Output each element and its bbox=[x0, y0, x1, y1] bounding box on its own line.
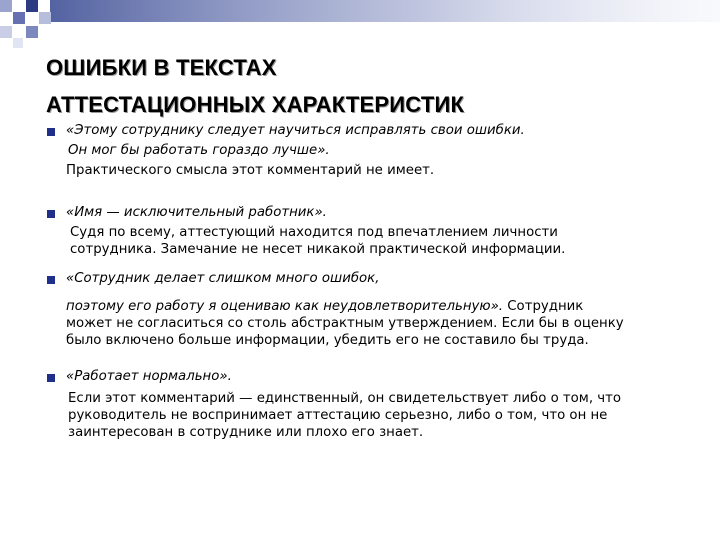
bullet-square-icon bbox=[47, 210, 55, 218]
item-1-comment-line-1: Практического смысла этот комментарий не имеет. bbox=[66, 163, 435, 178]
slide-title-line-1: ОШИБКИ В ТЕКСТАХ bbox=[46, 55, 277, 80]
item-3-quote-line-1: «Сотрудник делает слишком много ошибок, bbox=[66, 271, 380, 286]
item-2-comment-line-1: Судя по всему, аттестующий находится под впечатлением личности bbox=[70, 225, 558, 240]
item-3-quote-line-2: поэтому его работу я оцениваю как неудовлетворительную». bbox=[66, 299, 504, 314]
item-3-line-2 bbox=[66, 299, 583, 315]
item-4-quote-line-1: «Работает нормально». bbox=[66, 369, 232, 384]
bullet-square-icon bbox=[47, 276, 55, 284]
item-2-quote-line-1: «Имя — исключительный работник». bbox=[66, 205, 327, 220]
item-2-comment-line-2: сотрудника. Замечание не несет никакой практической информации. bbox=[70, 242, 566, 257]
item-1-quote-line-1: «Этому сотруднику следует научиться исправлять свои ошибки. bbox=[66, 123, 525, 138]
item-4-comment-line-2: руководитель не воспринимает аттестацию серьезно, либо о том, что он не bbox=[68, 408, 608, 423]
item-3-comment-line-2: может не согласиться со столь абстрактным утверждением. Если бы в оценку bbox=[66, 316, 624, 331]
item-3-comment-tail: Сотрудник bbox=[503, 299, 584, 314]
item-4-comment-line-3: заинтересован в сотруднике или плохо его знает. bbox=[68, 425, 424, 440]
item-1-quote-line-2: Он мог бы работать гораздо лучше». bbox=[68, 143, 330, 158]
slide-title-line-2: АТТЕСТАЦИОННЫХ ХАРАКТЕРИСТИК bbox=[46, 92, 465, 117]
bullet-square-icon bbox=[47, 128, 55, 136]
item-3-comment-line-3: было включено больше информации, убедить его не составило бы труда. bbox=[66, 333, 589, 348]
item-4-comment-line-1: Если этот комментарий — единственный, он свидетельствует либо о том, что bbox=[68, 391, 622, 406]
bullet-square-icon bbox=[47, 374, 55, 382]
decorative-header-pattern bbox=[0, 0, 720, 48]
